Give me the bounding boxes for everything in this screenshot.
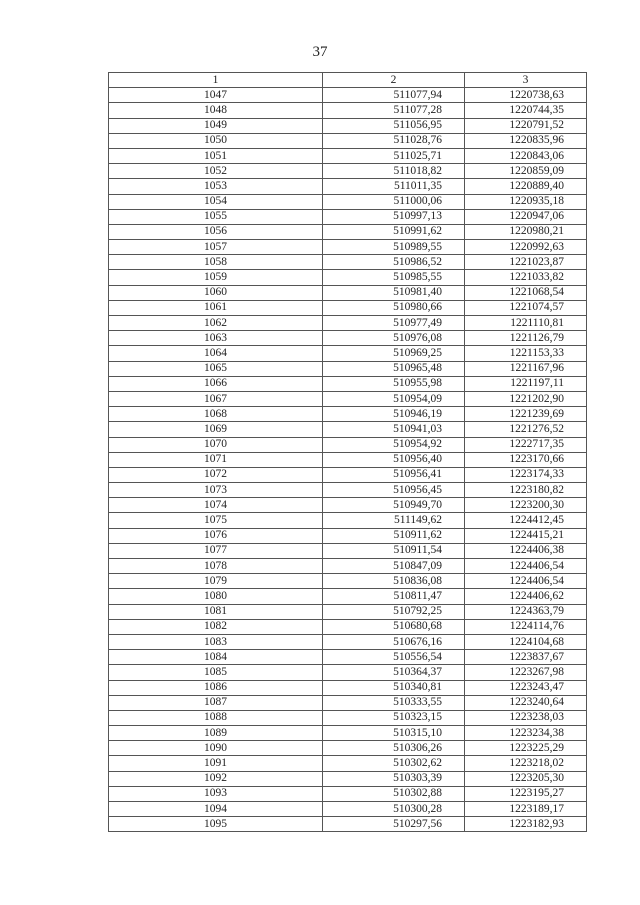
- table-row: [109, 103, 587, 118]
- point-number-cell: 1054: [109, 194, 323, 209]
- table-row: [109, 391, 587, 406]
- y-coordinate-cell: 1223180,82: [465, 483, 587, 498]
- table-row: [109, 574, 587, 589]
- point-number-cell: 1091: [109, 756, 323, 771]
- column-header-y: 3: [465, 73, 587, 88]
- point-number-cell: 1078: [109, 559, 323, 574]
- x-coordinate-cell: 510297,56: [323, 817, 465, 832]
- y-coordinate-cell: 1221276,52: [465, 422, 587, 437]
- x-coordinate-cell: 510911,62: [323, 528, 465, 543]
- point-number-cell: 1065: [109, 361, 323, 376]
- table-row: [109, 650, 587, 665]
- point-number-cell: 1051: [109, 148, 323, 163]
- table-row: [109, 498, 587, 513]
- table-row: [109, 209, 587, 224]
- y-coordinate-cell: 1224415,21: [465, 528, 587, 543]
- point-number-cell: 1056: [109, 224, 323, 239]
- point-number-cell: 1068: [109, 407, 323, 422]
- table-row: [109, 285, 587, 300]
- x-coordinate-cell: 510981,40: [323, 285, 465, 300]
- x-coordinate-cell: 510976,08: [323, 331, 465, 346]
- y-coordinate-cell: 1221110,81: [465, 316, 587, 331]
- point-number-cell: 1084: [109, 650, 323, 665]
- point-number-cell: 1047: [109, 88, 323, 103]
- y-coordinate-cell: 1224406,54: [465, 559, 587, 574]
- y-coordinate-cell: 1223243,47: [465, 680, 587, 695]
- table-row: [109, 240, 587, 255]
- point-number-cell: 1076: [109, 528, 323, 543]
- x-coordinate-cell: 510986,52: [323, 255, 465, 270]
- point-number-cell: 1062: [109, 316, 323, 331]
- x-coordinate-cell: 510977,49: [323, 316, 465, 331]
- x-coordinate-cell: 511018,82: [323, 164, 465, 179]
- y-coordinate-cell: 1223225,29: [465, 741, 587, 756]
- y-coordinate-cell: 1224406,38: [465, 543, 587, 558]
- y-coordinate-cell: 1223182,93: [465, 817, 587, 832]
- point-number-cell: 1083: [109, 634, 323, 649]
- point-number-cell: 1069: [109, 422, 323, 437]
- y-coordinate-cell: 1220791,52: [465, 118, 587, 133]
- y-coordinate-cell: 1221068,54: [465, 285, 587, 300]
- table-row: [109, 270, 587, 285]
- table-body: [109, 88, 587, 832]
- table-row: [109, 710, 587, 725]
- point-number-cell: 1085: [109, 665, 323, 680]
- table-row: [109, 802, 587, 817]
- table-row: [109, 467, 587, 482]
- y-coordinate-cell: 1223174,33: [465, 467, 587, 482]
- table-row: [109, 528, 587, 543]
- table-row: [109, 665, 587, 680]
- x-coordinate-cell: 511000,06: [323, 194, 465, 209]
- table-row: [109, 133, 587, 148]
- y-coordinate-cell: 1221153,33: [465, 346, 587, 361]
- y-coordinate-cell: 1224406,62: [465, 589, 587, 604]
- point-number-cell: 1090: [109, 741, 323, 756]
- point-number-cell: 1077: [109, 543, 323, 558]
- table-row: [109, 817, 587, 832]
- y-coordinate-cell: 1220947,06: [465, 209, 587, 224]
- point-number-cell: 1092: [109, 771, 323, 786]
- table-row: [109, 483, 587, 498]
- point-number-cell: 1050: [109, 133, 323, 148]
- x-coordinate-cell: 511028,76: [323, 133, 465, 148]
- point-number-cell: 1057: [109, 240, 323, 255]
- point-number-cell: 1081: [109, 604, 323, 619]
- point-number-cell: 1079: [109, 574, 323, 589]
- y-coordinate-cell: 1220744,35: [465, 103, 587, 118]
- table-row: [109, 164, 587, 179]
- y-coordinate-cell: 1220859,09: [465, 164, 587, 179]
- x-coordinate-cell: 510836,08: [323, 574, 465, 589]
- point-number-cell: 1088: [109, 710, 323, 725]
- y-coordinate-cell: 1220992,63: [465, 240, 587, 255]
- y-coordinate-cell: 1220889,40: [465, 179, 587, 194]
- table-row: [109, 786, 587, 801]
- x-coordinate-cell: 510911,54: [323, 543, 465, 558]
- point-number-cell: 1048: [109, 103, 323, 118]
- table-row: [109, 619, 587, 634]
- point-number-cell: 1095: [109, 817, 323, 832]
- point-number-cell: 1059: [109, 270, 323, 285]
- x-coordinate-cell: 510954,92: [323, 437, 465, 452]
- y-coordinate-cell: 1221167,96: [465, 361, 587, 376]
- point-number-cell: 1093: [109, 786, 323, 801]
- y-coordinate-cell: 1224363,79: [465, 604, 587, 619]
- point-number-cell: 1066: [109, 376, 323, 391]
- y-coordinate-cell: 1222717,35: [465, 437, 587, 452]
- x-coordinate-cell: 511025,71: [323, 148, 465, 163]
- x-coordinate-cell: 510997,13: [323, 209, 465, 224]
- point-number-cell: 1049: [109, 118, 323, 133]
- y-coordinate-cell: 1223205,30: [465, 771, 587, 786]
- x-coordinate-cell: 510956,45: [323, 483, 465, 498]
- table-row: [109, 771, 587, 786]
- table-row: [109, 255, 587, 270]
- x-coordinate-cell: 511077,94: [323, 88, 465, 103]
- x-coordinate-cell: 510680,68: [323, 619, 465, 634]
- point-number-cell: 1089: [109, 726, 323, 741]
- x-coordinate-cell: 510941,03: [323, 422, 465, 437]
- point-number-cell: 1070: [109, 437, 323, 452]
- point-number-cell: 1080: [109, 589, 323, 604]
- x-coordinate-cell: 510955,98: [323, 376, 465, 391]
- x-coordinate-cell: 510946,19: [323, 407, 465, 422]
- point-number-cell: 1063: [109, 331, 323, 346]
- x-coordinate-cell: 510676,16: [323, 634, 465, 649]
- table-row: [109, 726, 587, 741]
- point-number-cell: 1082: [109, 619, 323, 634]
- table-row: [109, 224, 587, 239]
- table-row: [109, 422, 587, 437]
- table-row: [109, 437, 587, 452]
- point-number-cell: 1075: [109, 513, 323, 528]
- table-row: [109, 331, 587, 346]
- y-coordinate-cell: 1220935,18: [465, 194, 587, 209]
- table-row: [109, 179, 587, 194]
- table-row: [109, 316, 587, 331]
- y-coordinate-cell: 1224104,68: [465, 634, 587, 649]
- x-coordinate-cell: 511077,28: [323, 103, 465, 118]
- point-number-cell: 1055: [109, 209, 323, 224]
- point-number-cell: 1072: [109, 467, 323, 482]
- point-number-cell: 1071: [109, 452, 323, 467]
- table-row: [109, 194, 587, 209]
- point-number-cell: 1073: [109, 483, 323, 498]
- x-coordinate-cell: 510985,55: [323, 270, 465, 285]
- x-coordinate-cell: 510333,55: [323, 695, 465, 710]
- y-coordinate-cell: 1221033,82: [465, 270, 587, 285]
- x-coordinate-cell: 511149,62: [323, 513, 465, 528]
- point-number-cell: 1087: [109, 695, 323, 710]
- point-number-cell: 1052: [109, 164, 323, 179]
- x-coordinate-cell: 510989,55: [323, 240, 465, 255]
- x-coordinate-cell: 510556,54: [323, 650, 465, 665]
- x-coordinate-cell: 510969,25: [323, 346, 465, 361]
- point-number-cell: 1094: [109, 802, 323, 817]
- point-number-cell: 1067: [109, 391, 323, 406]
- point-number-cell: 1074: [109, 498, 323, 513]
- y-coordinate-cell: 1224406,54: [465, 574, 587, 589]
- y-coordinate-cell: 1223170,66: [465, 452, 587, 467]
- x-coordinate-cell: 510300,28: [323, 802, 465, 817]
- x-coordinate-cell: 510306,26: [323, 741, 465, 756]
- table-row: [109, 680, 587, 695]
- y-coordinate-cell: 1220980,21: [465, 224, 587, 239]
- y-coordinate-cell: 1221023,87: [465, 255, 587, 270]
- y-coordinate-cell: 1221074,57: [465, 300, 587, 315]
- x-coordinate-cell: 510340,81: [323, 680, 465, 695]
- x-coordinate-cell: 510303,39: [323, 771, 465, 786]
- x-coordinate-cell: 510965,48: [323, 361, 465, 376]
- table-row: [109, 452, 587, 467]
- y-coordinate-cell: 1220835,96: [465, 133, 587, 148]
- point-number-cell: 1058: [109, 255, 323, 270]
- table-row: [109, 361, 587, 376]
- table-row: [109, 634, 587, 649]
- x-coordinate-cell: 510315,10: [323, 726, 465, 741]
- table-row: [109, 695, 587, 710]
- y-coordinate-cell: 1223189,17: [465, 802, 587, 817]
- table-row: [109, 741, 587, 756]
- x-coordinate-cell: 510956,41: [323, 467, 465, 482]
- x-coordinate-cell: 510980,66: [323, 300, 465, 315]
- x-coordinate-cell: 510811,47: [323, 589, 465, 604]
- x-coordinate-cell: 510364,37: [323, 665, 465, 680]
- y-coordinate-cell: 1221197,11: [465, 376, 587, 391]
- x-coordinate-cell: 510956,40: [323, 452, 465, 467]
- x-coordinate-cell: 510954,09: [323, 391, 465, 406]
- column-header-x: 2: [323, 73, 465, 88]
- x-coordinate-cell: 510949,70: [323, 498, 465, 513]
- table-row: [109, 407, 587, 422]
- x-coordinate-cell: 510847,09: [323, 559, 465, 574]
- y-coordinate-cell: 1223234,38: [465, 726, 587, 741]
- table-row: [109, 756, 587, 771]
- y-coordinate-cell: 1223240,64: [465, 695, 587, 710]
- point-number-cell: 1064: [109, 346, 323, 361]
- table-row: [109, 589, 587, 604]
- point-number-cell: 1060: [109, 285, 323, 300]
- table-row: [109, 88, 587, 103]
- y-coordinate-cell: 1221126,79: [465, 331, 587, 346]
- table-row: [109, 513, 587, 528]
- table-row: [109, 118, 587, 133]
- x-coordinate-cell: 510792,25: [323, 604, 465, 619]
- table-row: [109, 604, 587, 619]
- y-coordinate-cell: 1220738,63: [465, 88, 587, 103]
- y-coordinate-cell: 1223238,03: [465, 710, 587, 725]
- page-number: 37: [312, 44, 328, 60]
- y-coordinate-cell: 1221202,90: [465, 391, 587, 406]
- y-coordinate-cell: 1223195,27: [465, 786, 587, 801]
- y-coordinate-cell: 1224412,45: [465, 513, 587, 528]
- table-row: [109, 559, 587, 574]
- table-row: [109, 543, 587, 558]
- x-coordinate-cell: 510323,15: [323, 710, 465, 725]
- y-coordinate-cell: 1223837,67: [465, 650, 587, 665]
- table-row: [109, 376, 587, 391]
- y-coordinate-cell: 1223267,98: [465, 665, 587, 680]
- point-number-cell: 1053: [109, 179, 323, 194]
- x-coordinate-cell: 510302,62: [323, 756, 465, 771]
- x-coordinate-cell: 510302,88: [323, 786, 465, 801]
- y-coordinate-cell: 1220843,06: [465, 148, 587, 163]
- point-number-cell: 1061: [109, 300, 323, 315]
- y-coordinate-cell: 1223218,02: [465, 756, 587, 771]
- point-number-cell: 1086: [109, 680, 323, 695]
- y-coordinate-cell: 1223200,30: [465, 498, 587, 513]
- table-header-row: [109, 73, 587, 88]
- table-row: [109, 300, 587, 315]
- table-row: [109, 148, 587, 163]
- coordinates-table: [108, 72, 587, 832]
- x-coordinate-cell: 511056,95: [323, 118, 465, 133]
- y-coordinate-cell: 1224114,76: [465, 619, 587, 634]
- column-header-point: 1: [109, 73, 323, 88]
- x-coordinate-cell: 511011,35: [323, 179, 465, 194]
- table-row: [109, 346, 587, 361]
- y-coordinate-cell: 1221239,69: [465, 407, 587, 422]
- x-coordinate-cell: 510991,62: [323, 224, 465, 239]
